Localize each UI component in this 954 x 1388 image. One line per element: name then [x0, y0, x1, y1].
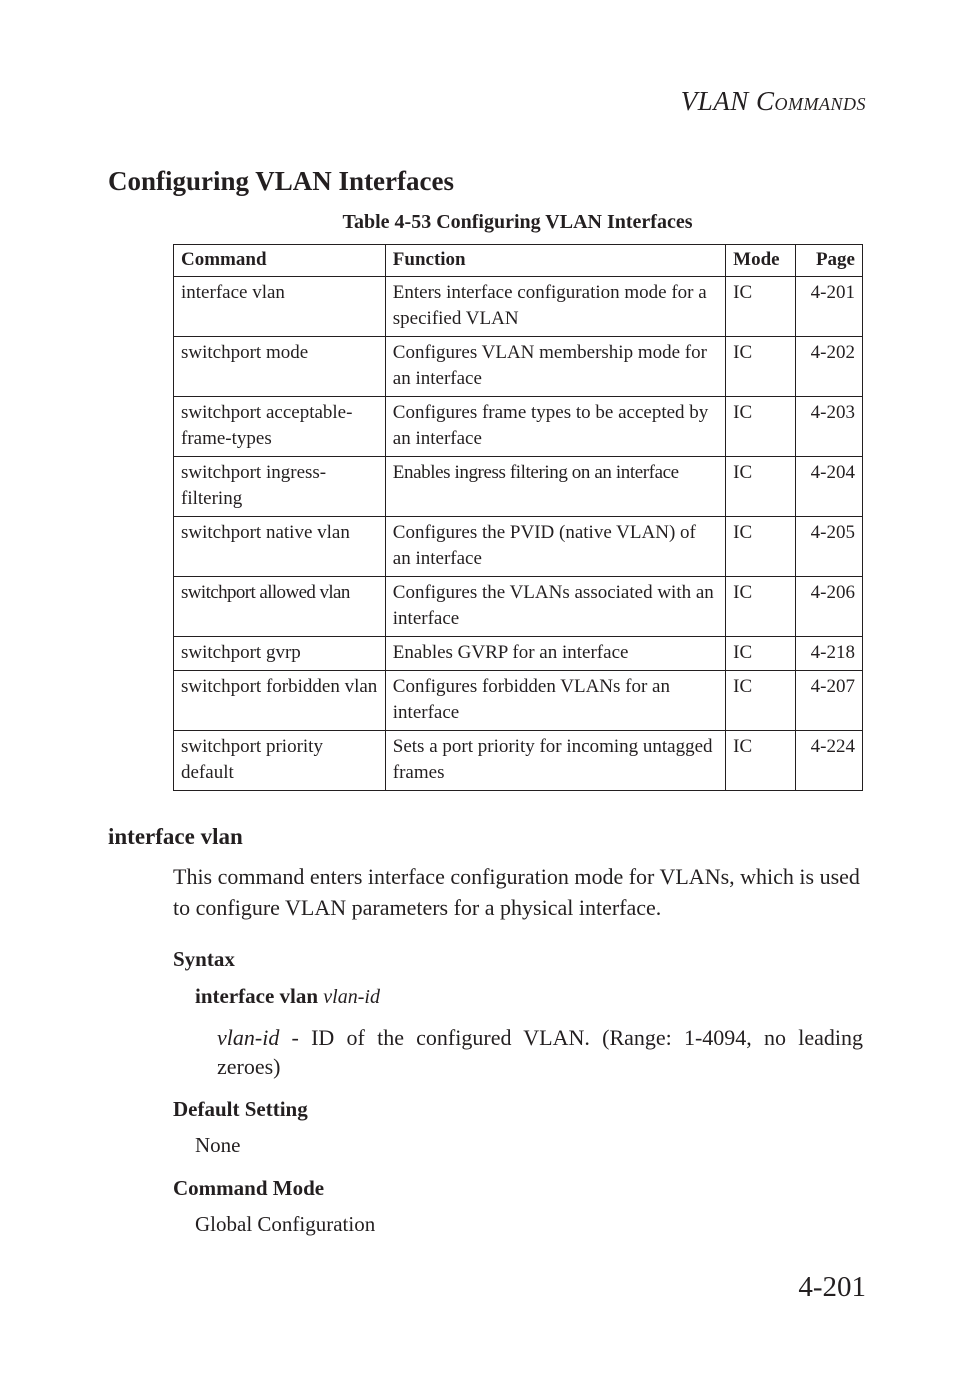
command-title: interface vlan — [108, 824, 243, 849]
table-row — [174, 577, 863, 637]
default-setting-heading: Default Setting — [173, 1097, 308, 1121]
cell-mode: IC — [726, 671, 796, 731]
cell-command: switchport mode — [174, 337, 386, 397]
table-header-row — [174, 245, 863, 277]
cell-function: Enters interface configuration mode for a specified VLAN — [385, 277, 725, 337]
running-header — [681, 86, 866, 117]
table-caption: Table 4-53 Configuring VLAN Interfaces — [342, 211, 693, 233]
cell-mode: IC — [726, 277, 796, 337]
default-setting-value: None — [195, 1133, 241, 1157]
cell-command: switchport priority default — [174, 731, 386, 791]
cell-page: 4-205 — [796, 517, 863, 577]
section-title: Configuring VLAN Interfaces — [108, 166, 454, 196]
cell-mode: IC — [726, 637, 796, 671]
header-main: VLAN — [680, 86, 749, 116]
cell-command: switchport gvrp — [174, 637, 386, 671]
cell-command: interface vlan — [174, 277, 386, 337]
cell-function: Enables GVRP for an interface — [385, 637, 725, 671]
table-row — [174, 517, 863, 577]
param-name: vlan-id — [217, 1025, 280, 1050]
cell-mode: IC — [726, 337, 796, 397]
cell-page: 4-204 — [796, 457, 863, 517]
cell-command: switchport native vlan — [174, 517, 386, 577]
cell-mode: IC — [726, 577, 796, 637]
cell-function: Enables ingress filtering on an interface — [385, 457, 725, 517]
table-row — [174, 637, 863, 671]
syntax-line — [195, 984, 380, 1009]
cell-mode: IC — [726, 517, 796, 577]
header-rest: OMMANDS — [774, 94, 866, 114]
table-row — [174, 397, 863, 457]
cell-page: 4-218 — [796, 637, 863, 671]
syntax-keyword: interface vlan — [195, 984, 319, 1008]
cell-function: Sets a port priority for incoming untagged frames — [385, 731, 725, 791]
cell-function: Configures VLAN membership mode for an interface — [385, 337, 725, 397]
cell-function: Configures the VLANs associated with an interface — [385, 577, 725, 637]
cell-page: 4-201 — [796, 277, 863, 337]
command-mode-value: Global Configuration — [195, 1212, 376, 1236]
command-description: This command enters interface configuration mode for VLANs, which is used to configure VLAN parameters for a physical interface. — [173, 864, 860, 920]
parameter-description — [217, 1023, 863, 1081]
cell-page: 4-206 — [796, 577, 863, 637]
cell-mode: IC — [726, 731, 796, 791]
header-first-letter: C — [755, 86, 775, 116]
cell-mode: IC — [726, 397, 796, 457]
column-header-mode: Mode — [726, 245, 796, 277]
table-row — [174, 731, 863, 791]
column-header-command: Command — [174, 245, 386, 277]
syntax-heading: Syntax — [173, 947, 235, 971]
page-number: 4-201 — [798, 1271, 866, 1303]
cell-page: 4-224 — [796, 731, 863, 791]
table-row — [174, 337, 863, 397]
syntax-param: vlan-id — [323, 986, 380, 1008]
cell-page: 4-207 — [796, 671, 863, 731]
param-text: - ID of the configured VLAN. (Range: 1-4094, no leading zeroes) — [217, 1025, 863, 1079]
column-header-page: Page — [796, 245, 863, 277]
cell-function: Configures frame types to be accepted by an interface — [385, 397, 725, 457]
table-row — [174, 277, 863, 337]
column-header-function: Function — [385, 245, 725, 277]
cell-mode: IC — [726, 457, 796, 517]
cell-page: 4-202 — [796, 337, 863, 397]
cell-command: switchport allowed vlan — [174, 577, 386, 637]
cell-function: Configures the PVID (native VLAN) of an interface — [385, 517, 725, 577]
cell-page: 4-203 — [796, 397, 863, 457]
cell-command: switchport acceptable-frame-types — [174, 397, 386, 457]
command-mode-heading: Command Mode — [173, 1176, 325, 1200]
table-row — [174, 457, 863, 517]
cell-command: switchport ingress-filtering — [174, 457, 386, 517]
cell-function: Configures forbidden VLANs for an interface — [385, 671, 725, 731]
table-row — [174, 671, 863, 731]
commands-table — [173, 244, 863, 791]
cell-command: switchport forbidden vlan — [174, 671, 386, 731]
